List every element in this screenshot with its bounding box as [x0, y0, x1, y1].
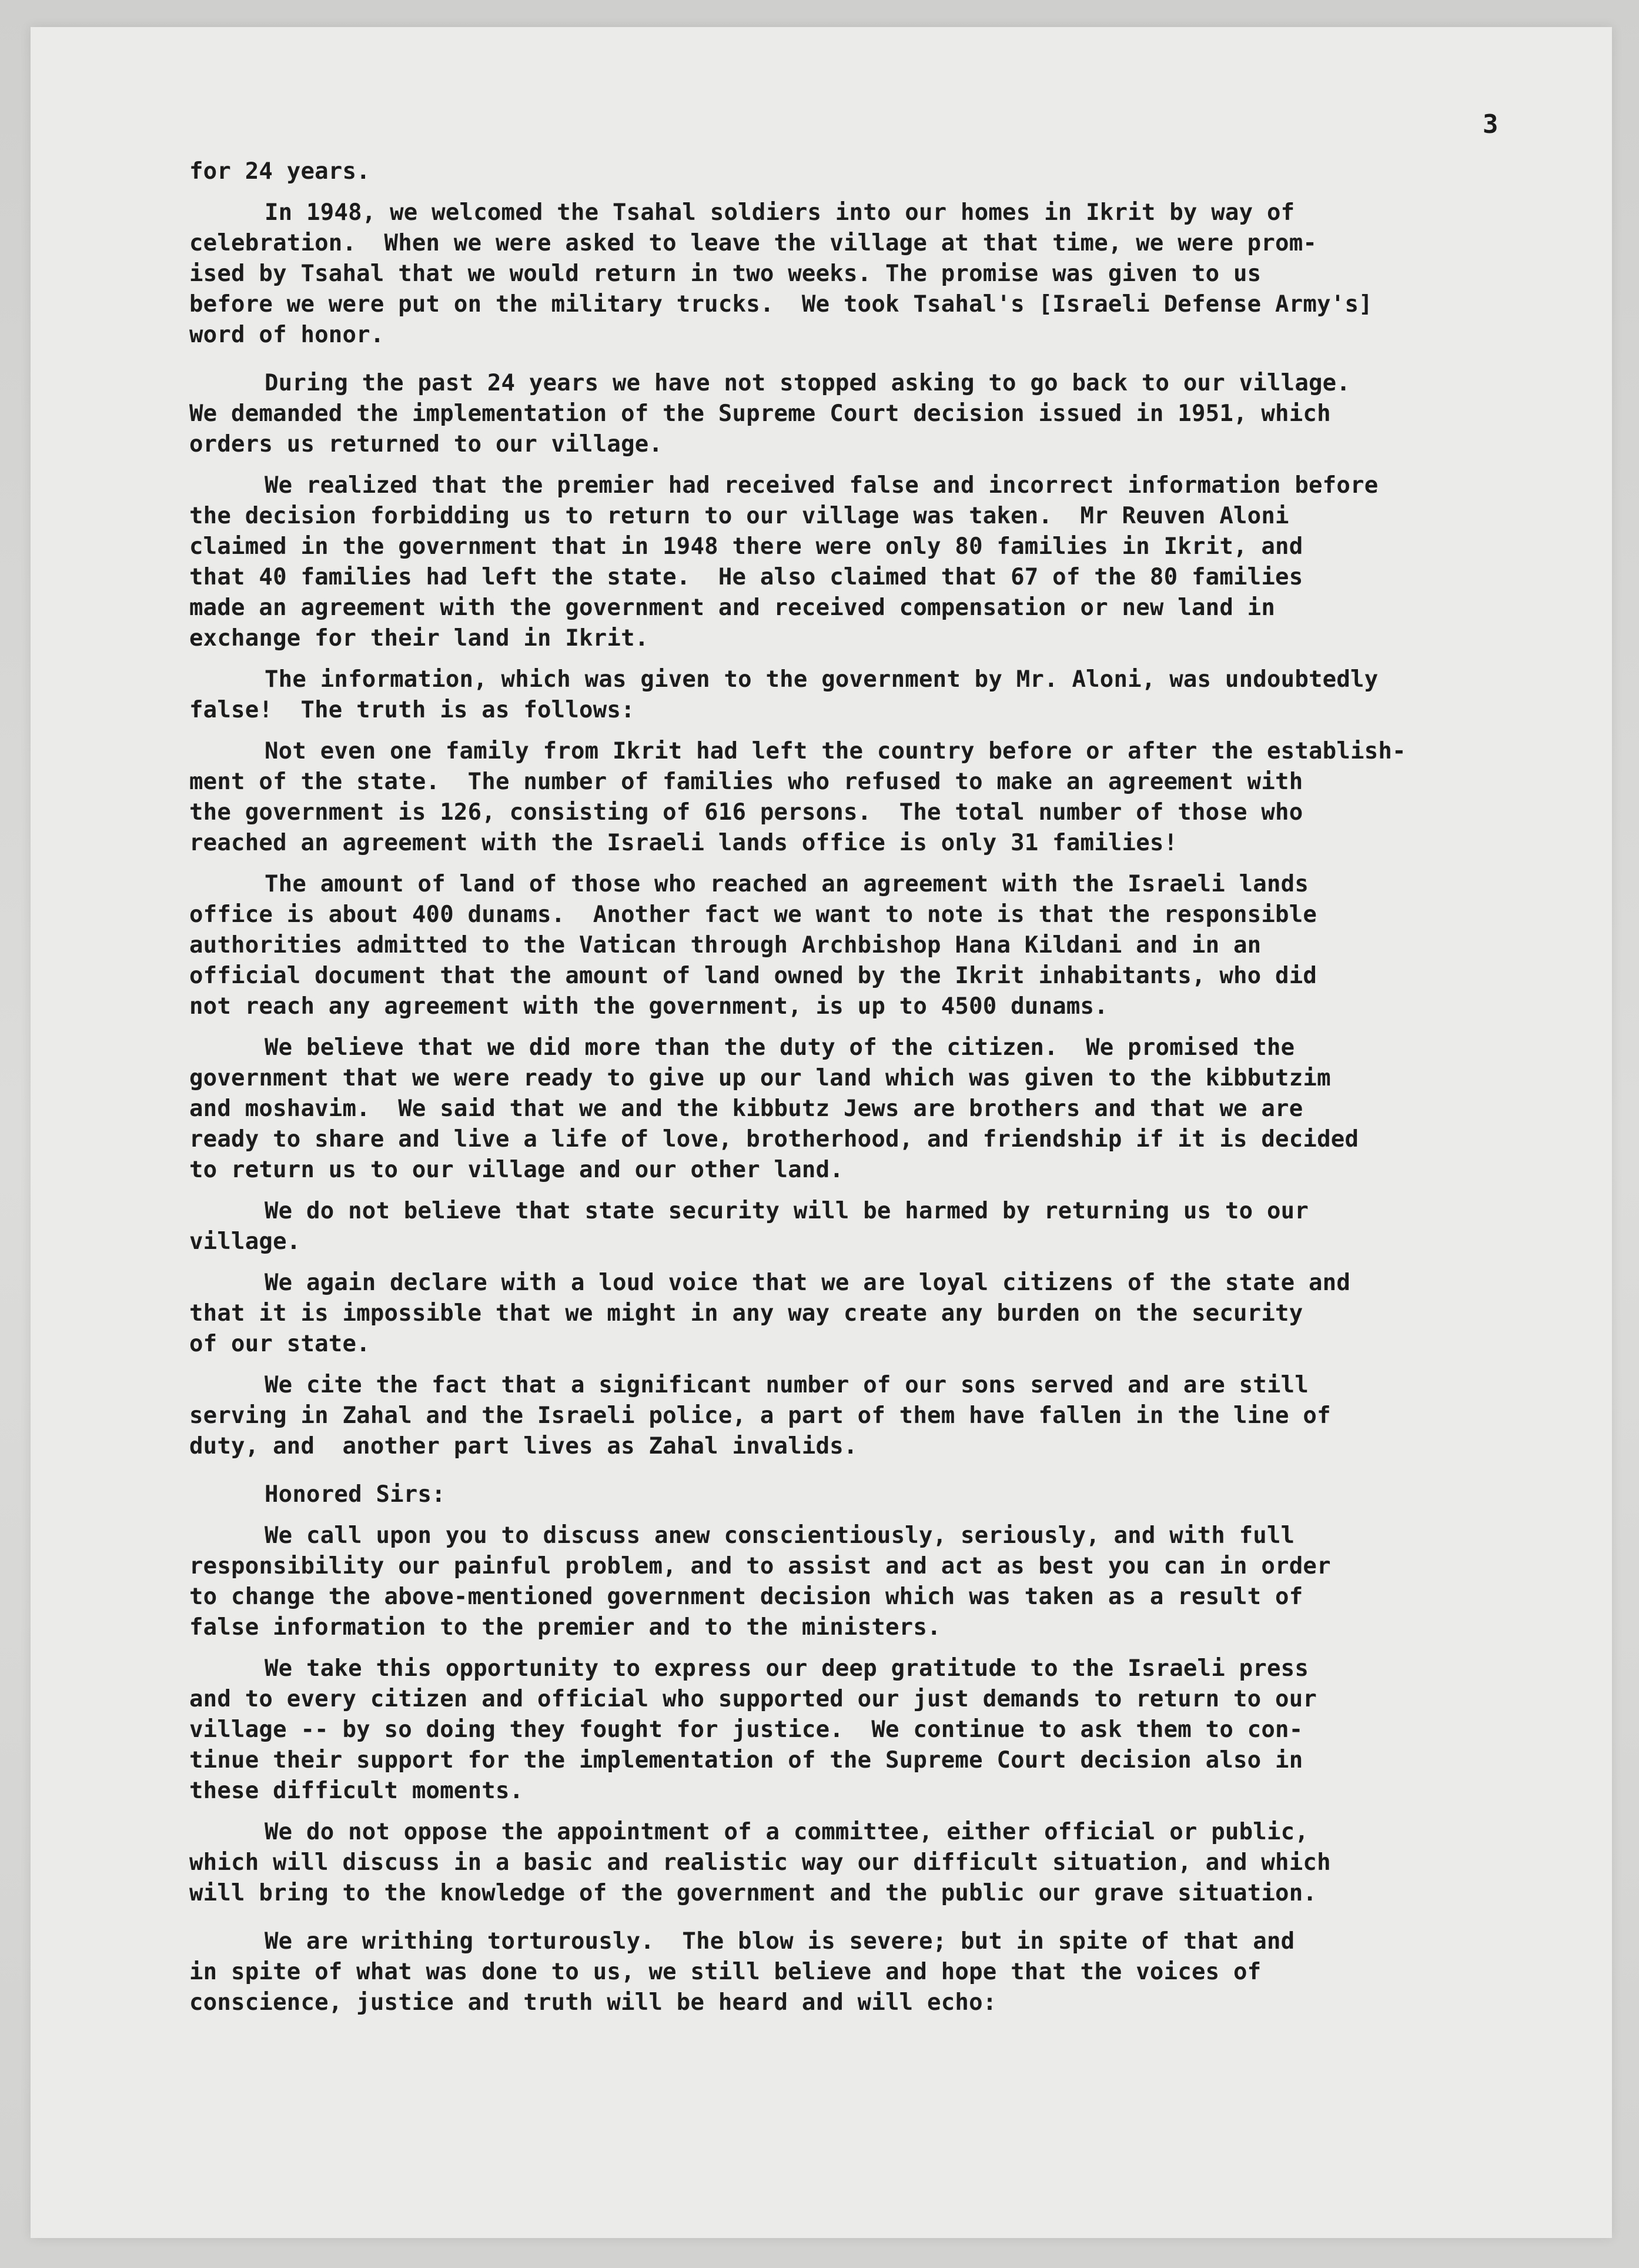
text-line: ready to share and live a life of love, brotherhood, and friendship if it is decided [189, 1126, 1359, 1153]
paragraph [189, 156, 1577, 187]
text-line: ment of the state. The number of families who refused to make an agreement with [189, 769, 1303, 795]
text-line: During the past 24 years we have not stopped asking to go back to our village. [265, 370, 1351, 396]
text-line: authorities admitted to the Vatican through Archbishop Hana Kildani and in an [189, 932, 1262, 958]
text-line: before we were put on the military trucks. We took Tsahal's [Israeli Defense Army's] [189, 291, 1373, 318]
paragraph [189, 1926, 1577, 2018]
document-page [31, 27, 1612, 2238]
paragraph [189, 1033, 1577, 1185]
paragraph [189, 1817, 1577, 1909]
paragraph [189, 664, 1577, 726]
text-line: celebration. When we were asked to leave the village at that time, we were prom- [189, 230, 1317, 256]
text-line: We cite the fact that a significant number of our sons served and are still [265, 1372, 1309, 1398]
text-line: We are writhing torturously. The blow is severe; but in spite of that and [265, 1928, 1295, 1955]
text-line: We do not oppose the appointment of a committee, either official or public, [265, 1819, 1309, 1845]
text-line: false information to the premier and to the ministers. [189, 1614, 941, 1641]
paragraph [189, 869, 1577, 1022]
text-line: village -- by so doing they fought for justice. We continue to ask them to con- [189, 1716, 1303, 1743]
text-line: responsibility our painful problem, and to assist and act as best you can in order [189, 1553, 1331, 1579]
paragraph [189, 1196, 1577, 1257]
paragraph [189, 1370, 1577, 1462]
paragraph [189, 736, 1577, 859]
text-line: We call upon you to discuss anew conscientiously, seriously, and with full [265, 1522, 1295, 1549]
text-line: conscience, justice and truth will be heard and will echo: [189, 1989, 997, 2016]
paragraph [189, 368, 1577, 460]
text-line: for 24 years. [189, 158, 370, 185]
paragraph [189, 1521, 1577, 1643]
text-line: and moshavim. We said that we and the kibbutz Jews are brothers and that we are [189, 1095, 1303, 1122]
text-line: exchange for their land in Ikrit. [189, 625, 649, 652]
text-line: will bring to the knowledge of the government and the public our grave situation. [189, 1880, 1317, 1906]
paragraph [189, 198, 1577, 350]
text-line: Not even one family from Ikrit had left the country before or after the establish- [265, 738, 1406, 764]
text-line: which will discuss in a basic and realistic way our difficult situation, and which [189, 1849, 1331, 1876]
text-line: in spite of what was done to us, we still believe and hope that the voices of [189, 1959, 1262, 1985]
text-line: false! The truth is as follows: [189, 697, 635, 723]
text-line: official document that the amount of land owned by the Ikrit inhabitants, who did [189, 963, 1317, 989]
text-line: and to every citizen and official who supported our just demands to return to our [189, 1686, 1317, 1712]
text-line: the government is 126, consisting of 616 persons. The total number of those who [189, 799, 1303, 826]
text-line: word of honor. [189, 322, 384, 348]
text-line: orders us returned to our village. [189, 431, 663, 457]
text-line: reached an agreement with the Israeli lands office is only 31 families! [189, 830, 1178, 856]
paragraph [189, 1479, 1577, 1510]
text-line: claimed in the government that in 1948 there were only 80 families in Ikrit, and [189, 533, 1303, 560]
text-line: the decision forbidding us to return to our village was taken. Mr Reuven Aloni [189, 503, 1289, 529]
text-line: to change the above-mentioned government decision which was taken as a result of [189, 1584, 1303, 1610]
text-line: that 40 families had left the state. He also claimed that 67 of the 80 families [189, 564, 1303, 590]
text-line: office is about 400 dunams. Another fact we want to note is that the responsible [189, 901, 1317, 928]
text-line: these difficult moments. [189, 1778, 524, 1804]
text-line: tinue their support for the implementation of the Supreme Court decision also in [189, 1747, 1303, 1773]
text-line: Honored Sirs: [265, 1481, 446, 1508]
text-line: The information, which was given to the government by Mr. Aloni, was undoubtedly [265, 666, 1379, 693]
text-line: duty, and another part lives as Zahal invalids. [189, 1433, 858, 1459]
text-line: to return us to our village and our other land. [189, 1157, 844, 1183]
text-line: village. [189, 1228, 301, 1255]
text-line: We demanded the implementation of the Supreme Court decision issued in 1951, which [189, 400, 1331, 427]
paragraph [189, 470, 1577, 654]
text-line: We take this opportunity to express our deep gratitude to the Israeli press [265, 1655, 1309, 1682]
text-line: We realized that the premier had received false and incorrect information before [265, 472, 1379, 499]
paragraph [189, 1654, 1577, 1806]
text-line: In 1948, we welcomed the Tsahal soldiers into our homes in Ikrit by way of [265, 199, 1295, 226]
text-line: government that we were ready to give up our land which was given to the kibbutzim [189, 1065, 1331, 1091]
document-body [189, 156, 1577, 2029]
page-number: 3 [1483, 109, 1498, 139]
text-line: We believe that we did more than the duty of the citizen. We promised the [265, 1034, 1295, 1061]
text-line: that it is impossible that we might in any way create any burden on the security [189, 1300, 1303, 1327]
text-line: We do not believe that state security will be harmed by returning us to our [265, 1198, 1309, 1224]
text-line: made an agreement with the government and received compensation or new land in [189, 594, 1276, 621]
text-line: of our state. [189, 1331, 370, 1357]
text-line: We again declare with a loud voice that we are loyal citizens of the state and [265, 1270, 1351, 1296]
text-line: not reach any agreement with the government, is up to 4500 dunams. [189, 993, 1108, 1020]
text-line: The amount of land of those who reached an agreement with the Israeli lands [265, 871, 1309, 897]
text-line: serving in Zahal and the Israeli police, a part of them have fallen in the line of [189, 1402, 1331, 1429]
paragraph [189, 1268, 1577, 1360]
text-line: ised by Tsahal that we would return in two weeks. The promise was given to us [189, 260, 1262, 287]
